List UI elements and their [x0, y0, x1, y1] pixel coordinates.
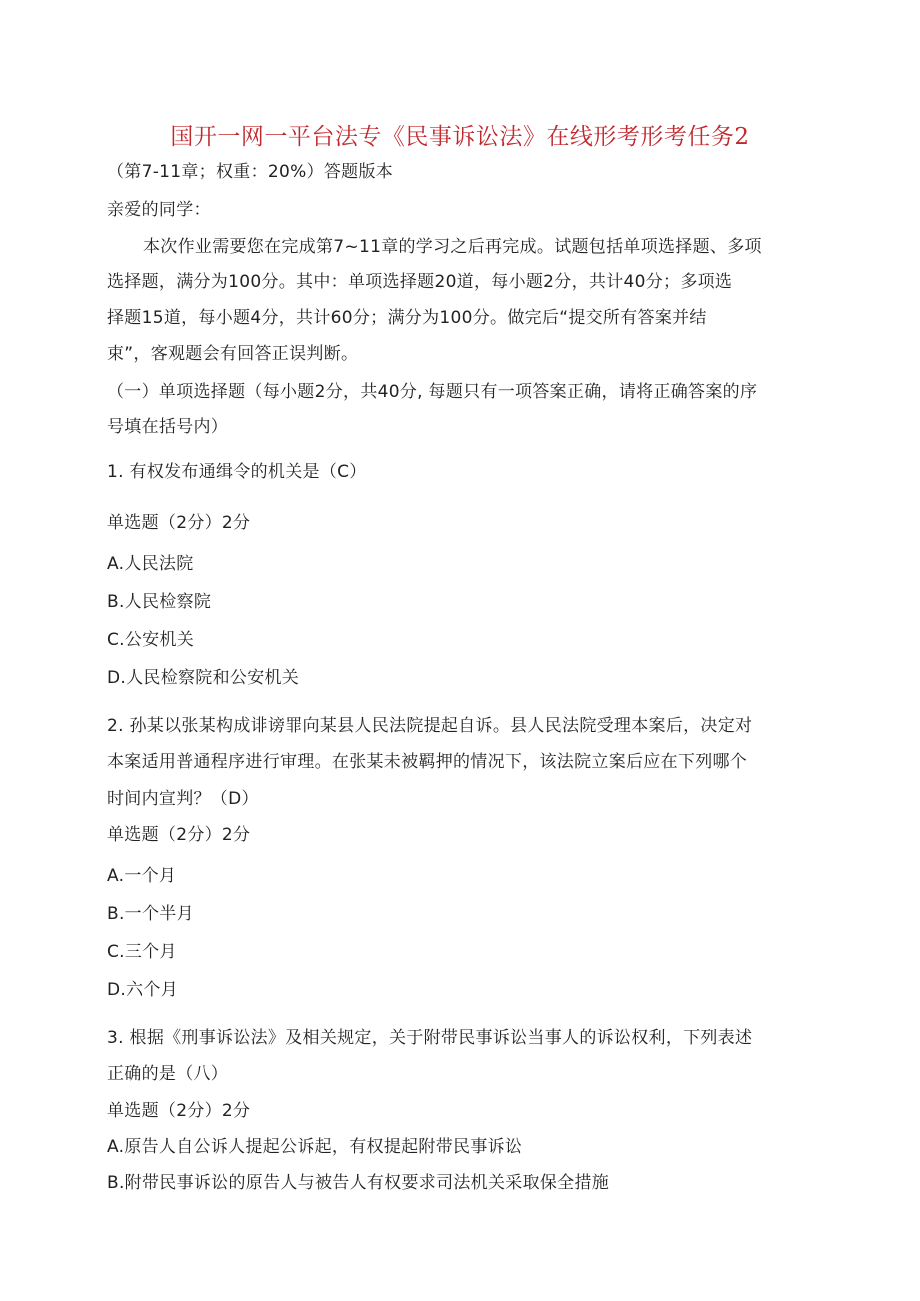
document-title: 国开一网一平台法专《民事诉讼法》在线形考形考任务2: [170, 124, 750, 150]
subtitle: （第7-11章；权重：20%）答题版本: [107, 162, 394, 182]
question-option: D.人民检察院和公安机关: [107, 668, 300, 688]
question-meta: 单选题（2分）2分: [107, 1101, 251, 1121]
section-heading: （一）单项选择题（每小题2分，共40分, 每题只有一项答案正确，请将正确答案的序: [107, 382, 758, 402]
question-option: A.原告人自公诉人提起公诉起，有权提起附带民事诉讼: [107, 1137, 523, 1157]
question-stem: 本案适用普通程序进行审理。在张某未被羁押的情况下，该法院立案后应在下列哪个: [107, 752, 748, 772]
question-option: B.一个半月: [107, 904, 194, 924]
question-option: A.人民法院: [107, 554, 194, 574]
question-stem: 2. 孙某以张某构成诽谤罪向某县人民法院提起自诉。县人民法院受理本案后，决定对: [107, 716, 753, 736]
intro-line: 择题15道，每小题4分，共计60分；满分为100分。做完后“提交所有答案并结: [107, 308, 707, 328]
intro-line: 束”，客观题会有回答正误判断。: [107, 344, 359, 364]
intro-line: 本次作业需要您在完成第7~11章的学习之后再完成。试题包括单项选择题、多项: [143, 237, 762, 257]
question-option: A.一个月: [107, 866, 177, 886]
question-stem: 时间内宣判？（D）: [107, 789, 259, 809]
section-heading: 号填在括号内）: [107, 417, 229, 437]
question-option: D.六个月: [107, 980, 178, 1000]
question-meta: 单选题（2分）2分: [107, 513, 251, 533]
greeting: 亲爱的同学：: [107, 200, 211, 220]
question-option: B.附带民事诉讼的原告人与被告人有权要求司法机关采取保全措施: [107, 1173, 610, 1193]
question-stem: 3. 根据《刑事诉讼法》及相关规定，关于附带民事诉讼当事人的诉讼权利，下列表述: [107, 1028, 753, 1048]
question-meta: 单选题（2分）2分: [107, 825, 251, 845]
intro-line: 选择题，满分为100分。其中：单项选择题20道，每小题2分，共计40分；多项选: [107, 272, 733, 292]
question-option: C.三个月: [107, 942, 177, 962]
question-option: C.公安机关: [107, 630, 195, 650]
question-option: B.人民检察院: [107, 592, 212, 612]
question-stem: 正确的是（八）: [107, 1064, 229, 1084]
question-stem: 1. 有权发布通缉令的机关是（C）: [107, 462, 367, 482]
